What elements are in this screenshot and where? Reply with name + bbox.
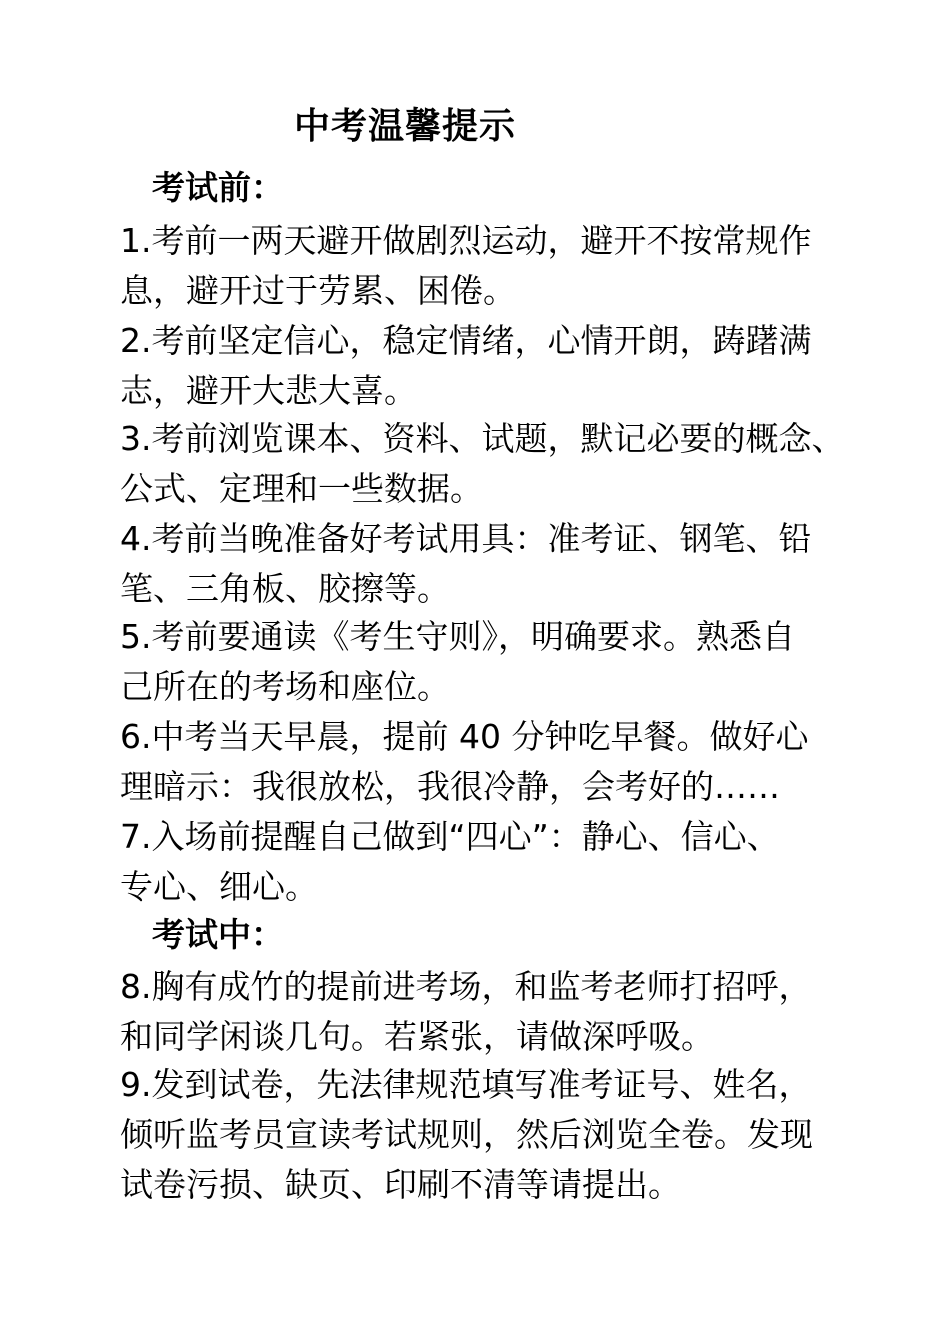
tip-line: 笔、三角板、胶擦等。 <box>120 569 450 608</box>
tip-item-2 <box>120 316 870 416</box>
section-heading-before-exam: 考试前： <box>152 168 284 207</box>
tip-line: 己所在的考场和座位。 <box>120 667 450 706</box>
tip-item-9 <box>120 1060 870 1210</box>
tip-line: 志，避开大悲大喜。 <box>120 371 417 410</box>
tip-line: 1.考前一两天避开做剧烈运动，避开不按常规作 <box>120 221 812 260</box>
tip-line: 4.考前当晚准备好考试用具：准考证、钢笔、铅 <box>120 519 812 558</box>
tip-item-5 <box>120 612 870 712</box>
tip-item-1 <box>120 216 870 316</box>
tip-line: 专心、细心。 <box>120 867 318 906</box>
tip-item-8 <box>120 962 870 1062</box>
tip-item-6 <box>120 712 870 812</box>
tip-line: 和同学闲谈几句。若紧张，请做深呼吸。 <box>120 1017 714 1056</box>
tip-line: 3.考前浏览课本、资料、试题，默记必要的概念、 <box>120 419 845 458</box>
tip-line: 公式、定理和一些数据。 <box>120 469 483 508</box>
tip-line: 理暗示：我很放松，我很冷静，会考好的…… <box>120 767 780 806</box>
tip-line: 8.胸有成竹的提前进考场，和监考老师打招呼， <box>120 967 812 1006</box>
tip-line: 息，避开过于劳累、困倦。 <box>120 271 516 310</box>
page-title: 中考温馨提示 <box>294 106 517 147</box>
section-heading-during-exam: 考试中： <box>152 915 284 954</box>
tip-line: 试卷污损、缺页、印刷不清等请提出。 <box>120 1165 681 1204</box>
tip-line: 6.中考当天早晨，提前 40 分钟吃早餐。做好心 <box>120 717 809 756</box>
tip-line: 5.考前要通读《考生守则》，明确要求。熟悉自 <box>120 617 795 656</box>
tip-line: 7.入场前提醒自己做到“四心”：静心、信心、 <box>120 817 780 856</box>
tip-item-3 <box>120 414 870 514</box>
tip-line: 9.发到试卷，先法律规范填写准考证号、姓名， <box>120 1065 812 1104</box>
tip-item-7 <box>120 812 870 912</box>
tip-line: 倾听监考员宣读考试规则，然后浏览全卷。发现 <box>120 1115 813 1154</box>
tip-line: 2.考前坚定信心，稳定情绪，心情开朗，踌躇满 <box>120 321 812 360</box>
tip-item-4 <box>120 514 870 614</box>
